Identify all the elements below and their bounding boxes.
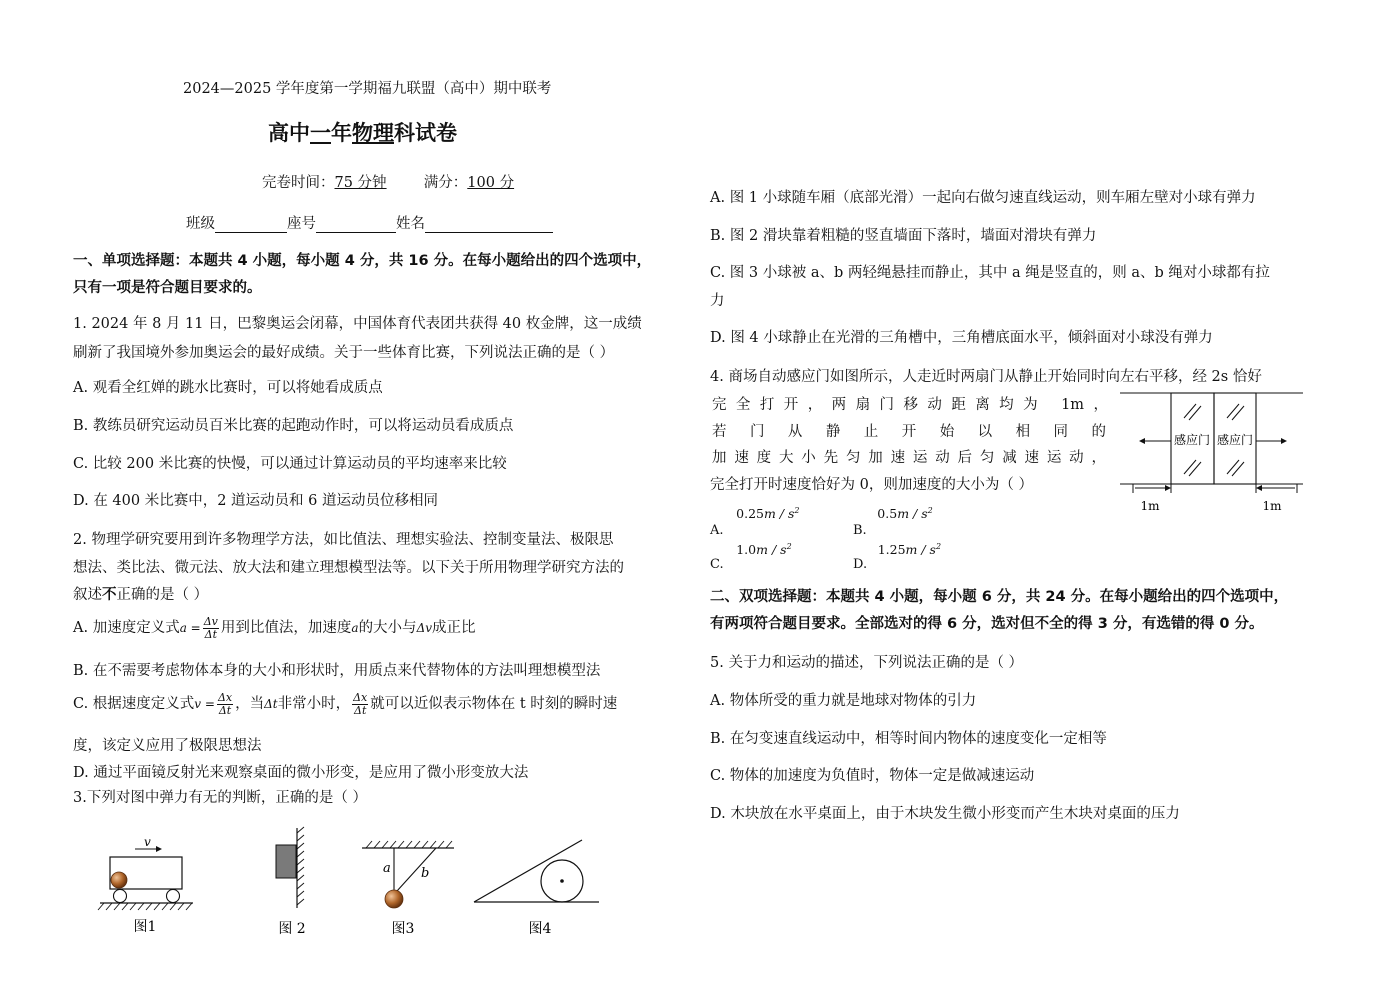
figure4-label: 图4 [528, 921, 552, 937]
q4-option-b [853, 502, 933, 540]
seat-label: 座号 [287, 216, 316, 232]
q4-option-a [710, 502, 800, 540]
q4d-unit: m / s [905, 542, 936, 558]
q3-stem: 3.下列对图中弹力有无的判断，正确的是（ ） [73, 790, 367, 806]
class-field[interactable] [215, 218, 287, 233]
q2a-mid: 用到比值法，加速度 [220, 620, 352, 636]
q4-stem-line2: 完全打开，两扇门移动距离均为 1m， [712, 397, 1108, 413]
title-prefix: 高中 [268, 121, 310, 145]
q2-option-d: D. 通过平面镜反射光来观察桌面的微小形变，是应用了微小形变放大法 [73, 765, 529, 781]
distance-right-label: 1m [1262, 499, 1282, 513]
q4-stem-line4: 加速度大小先匀加速运动后匀减速运动， [712, 450, 1106, 466]
q4-option-d [853, 538, 941, 574]
seat-field[interactable] [316, 218, 396, 233]
title-suffix: 科试卷 [394, 121, 457, 145]
q4-door-figure [1115, 387, 1315, 517]
exam-subtitle: 2024—2025 学年度第一学期福九联盟（高中）期中联考 [183, 81, 552, 97]
figure1-cart [98, 835, 193, 935]
q2c-num2: Δx [353, 690, 368, 704]
q4a-value: 0.25 [736, 506, 764, 522]
q4-stem-line1: 4. 商场自动感应门如图所示，人走近时两扇门从静止开始同时向左右平移，经 2s 恰好 [710, 369, 1262, 385]
q4-stem-line5: 完全打开时速度恰好为 0，则加速度的大小为（ ） [710, 477, 1033, 493]
q5-stem: 5. 关于力和运动的描述，下列说法正确的是（ ） [710, 655, 1024, 671]
time-value: 75 分钟 [334, 175, 387, 191]
q4-option-c [710, 538, 792, 574]
q4a-unit-exp: 2 [794, 506, 800, 515]
q4b-value: 0.5 [877, 506, 898, 522]
velocity-label: v [144, 835, 151, 849]
section2-heading-line1: 二、双项选择题：本题共 4 小题，每小题 6 分，共 24 分。在每小题给出的四个选项中， [710, 589, 1289, 605]
q4c-unit-exp: 2 [786, 542, 792, 551]
q2a-symbol: a = [179, 621, 201, 635]
q4c-value: 1.0 [736, 542, 757, 558]
q1-stem-line1: 1. 2024 年 8 月 11 日，巴黎奥运会闭幕，中国体育代表团共获得 40 枚金牌，这一成绩 [73, 316, 642, 332]
q4b-unit-exp: 2 [927, 506, 933, 515]
q2a-pre: A. 加速度定义式 [73, 620, 180, 636]
figure3-label: 图3 [391, 921, 415, 937]
q2c-fraction2 [352, 692, 368, 717]
score-label: 满分： [423, 175, 468, 191]
figure1-label: 图1 [133, 919, 157, 935]
q3-option-c-line1: C. 图 3 小球被 a、b 两轻绳悬挂而静止，其中 a 绳是竖直的，则 a、b 绳对小球都有拉 [710, 265, 1270, 281]
q1-option-a: A. 观看全红婵的跳水比赛时，可以将她看成质点 [73, 380, 383, 396]
q4d-unit-exp: 2 [935, 542, 942, 551]
q2c-mid: ，当 [235, 696, 265, 712]
class-label: 班级 [186, 216, 215, 232]
q3-option-c-line2: 力 [710, 293, 725, 309]
q3-option-d: D. 图 4 小球静止在光滑的三角槽中，三角槽底面水平，倾斜面对小球没有弹力 [710, 330, 1213, 346]
exam-title [268, 120, 457, 146]
q4d-value: 1.25 [877, 542, 906, 558]
q3-figures [90, 825, 630, 945]
section1-heading-line2: 只有一项是符合题目要求的。 [73, 280, 262, 296]
q4c-label: C. [710, 557, 724, 573]
q3-option-b: B. 图 2 滑块靠着粗糙的竖直墙面下落时，墙面对滑块有弹力 [710, 228, 1097, 244]
q4b-unit: m / s [897, 506, 928, 522]
q4a-unit: m / s [763, 506, 795, 522]
title-subject: 物理 [352, 121, 394, 145]
q1-option-d: D. 在 400 米比赛中，2 道运动员和 6 道运动员位移相同 [73, 493, 438, 509]
figure3-hanging-ball [362, 841, 454, 937]
q2a-den: Δt [204, 627, 217, 641]
door-right-label: 感应门 [1216, 433, 1254, 447]
q1-option-b: B. 教练员研究运动员百米比赛的起跑动作时，可以将运动员看成质点 [73, 418, 514, 434]
q2-option-c-line2: 度，该定义应用了极限思想法 [73, 738, 262, 754]
q2-stem-line3 [73, 586, 208, 604]
q5-option-a: A. 物体所受的重力就是地球对物体的引力 [710, 693, 977, 709]
q2a-fraction [203, 616, 219, 641]
q2c-den2: Δt [354, 703, 367, 717]
figure2-label: 图 2 [278, 921, 306, 937]
q4a-label: A. [710, 523, 724, 539]
time-label: 完卷时间： [262, 175, 335, 191]
q4d-label: D. [853, 557, 868, 573]
q2a-post: 成正比 [432, 620, 476, 636]
q2a-accel: a [351, 621, 359, 635]
q3-option-a: A. 图 1 小球随车厢（底部光滑）一起向右做匀速直线运动，则车厢左壁对小球有弹力 [710, 190, 1256, 206]
q5-option-c: C. 物体的加速度为负值时，物体一定是做减速运动 [710, 768, 1035, 784]
q2a-num: Δv [203, 614, 218, 628]
q2-stem-post: 正确的是（ ） [116, 587, 209, 603]
q2-option-a [73, 612, 476, 644]
q2c-post: 就可以近似表示物体在 t 时刻的瞬时速 [370, 696, 618, 712]
q4b-label: B. [853, 523, 867, 539]
q2-stem-line1: 2. 物理学研究要用到许多物理学方法，如比值法、理想实验法、控制变量法、极限思 [73, 532, 614, 548]
q4c-unit: m / s [756, 542, 787, 558]
q2c-fraction [217, 692, 233, 717]
title-grade: 一 [310, 121, 331, 145]
q2-stem-line2: 想法、类比法、微元法、放大法和建立理想模型法等。以下关于所用物理学研究方法的 [73, 560, 624, 576]
name-label: 姓名 [396, 216, 425, 232]
q1-stem-line2: 刷新了我国境外参加奥运会的最好成绩。关于一些体育比赛，下列说法正确的是（ ） [73, 345, 615, 361]
q5-option-d: D. 木块放在水平桌面上，由于木块发生微小形变而产生木块对桌面的压力 [710, 806, 1180, 822]
name-field[interactable] [425, 218, 553, 233]
q2c-dt: Δt [264, 697, 278, 711]
student-info-line [186, 215, 553, 233]
q2a-dv: Δv [416, 621, 433, 635]
q2c-symbol: v = [194, 697, 215, 711]
q2-option-b: B. 在不需要考虑物体本身的大小和形状时，用质点来代替物体的方法叫理想模型法 [73, 663, 601, 679]
exam-duration-score [262, 174, 514, 192]
section2-heading-line2: 有两项符合题目要求。全部选对的得 6 分，选对但不全的得 3 分，有选错的得 0 分。 [710, 616, 1264, 632]
score-value: 100 分 [467, 175, 515, 191]
q2c-pre: C. 根据速度定义式 [73, 696, 195, 712]
q2-option-c [73, 688, 617, 720]
distance-left-label: 1m [1140, 499, 1160, 513]
q5-option-b: B. 在匀变速直线运动中，相等时间内物体的速度变化一定相等 [710, 731, 1107, 747]
section1-heading-line1: 一、单项选择题：本题共 4 小题，每小题 4 分，共 16 分。在每小题给出的四个选项中， [73, 253, 652, 269]
door-left-label: 感应门 [1173, 433, 1211, 447]
figure2-block-wall [276, 827, 306, 937]
q2-stem-pre: 叙述 [73, 587, 102, 603]
q1-option-c: C. 比较 200 米比赛的快慢，可以通过计算运动员的平均速率来比较 [73, 456, 507, 472]
q4-stem-line3: 若门从静止开始以相同的 [712, 424, 1106, 440]
figure4-triangle-groove [474, 840, 599, 937]
string-b-label: b [421, 866, 430, 881]
title-mid: 年 [331, 121, 352, 145]
string-a-label: a [383, 861, 391, 876]
q2a-mid2: 的大小与 [358, 620, 417, 636]
q2c-num: Δx [217, 690, 233, 704]
q2c-den: Δt [218, 703, 232, 717]
q2c-mid2: 非常小时， [277, 696, 351, 712]
q2-stem-negation: 不 [102, 587, 117, 603]
